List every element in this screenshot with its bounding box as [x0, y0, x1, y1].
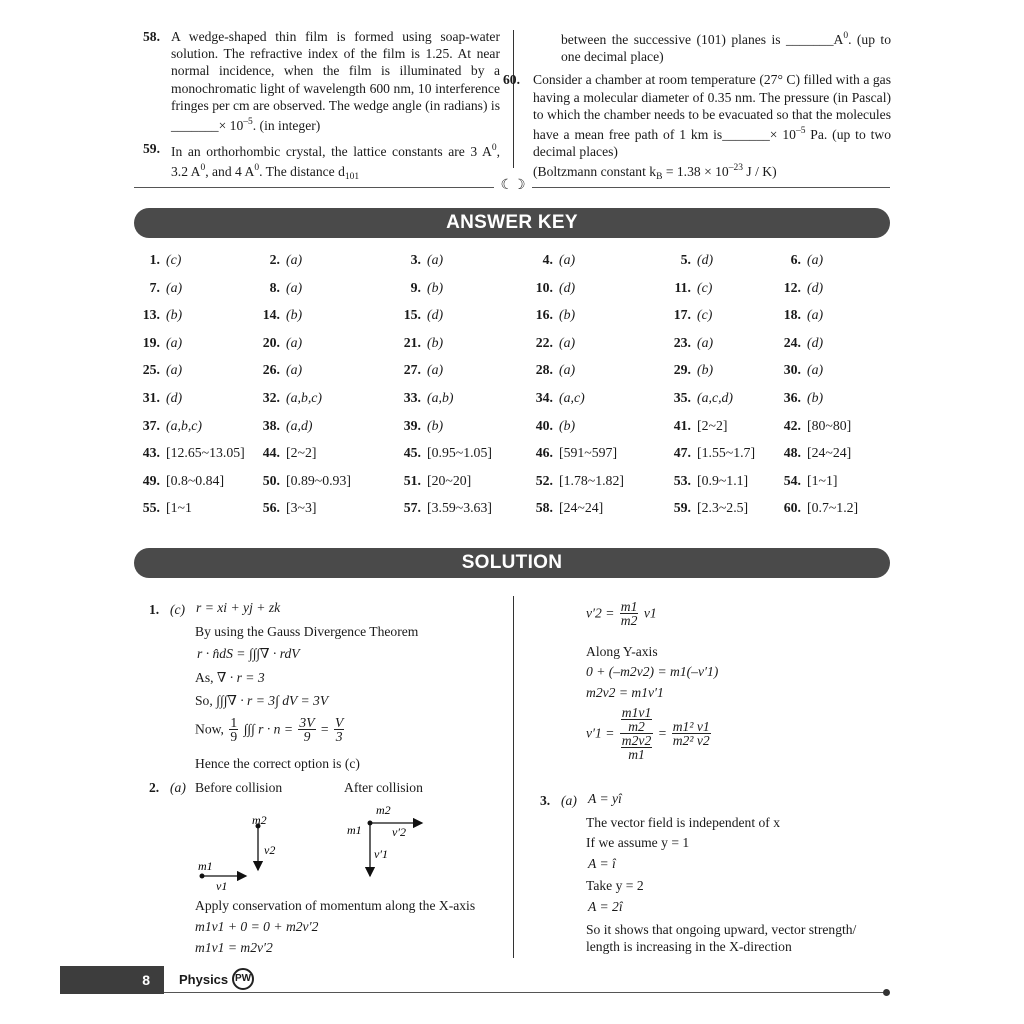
question-number: 3. [410, 252, 421, 267]
question-59 [143, 140, 500, 186]
question-number: 60. [783, 500, 801, 516]
question-number: 31. [142, 390, 160, 405]
fraction [298, 716, 315, 743]
fraction [621, 734, 652, 761]
question-number: 36. [783, 390, 801, 405]
footer-subject: Physics [179, 972, 229, 987]
explanation-line [195, 693, 328, 709]
explanation-line: If we assume y = 1 [586, 835, 690, 850]
answer-key-entry [258, 362, 302, 378]
fraction [334, 716, 344, 743]
question-number: 46. [535, 445, 553, 461]
numerator: m1v1 [621, 705, 652, 720]
denominator [620, 734, 653, 761]
answer-value: (a) [559, 252, 576, 267]
answer-key-entry [531, 252, 575, 268]
question-number: 2. [269, 252, 280, 267]
answer-key-entry [138, 280, 182, 296]
answer-key-entry [779, 390, 823, 406]
solution-option: (a) [561, 793, 577, 808]
answer-key-entry [669, 445, 755, 461]
answer-key-entry [399, 280, 443, 296]
question-number: 19. [142, 334, 160, 350]
answer-value: [3~3] [286, 500, 317, 516]
constant-note: (Boltzmann constant k [533, 164, 657, 180]
answer-key-entry [779, 473, 837, 489]
answer-key-entry [531, 280, 575, 296]
answer-value: (b) [427, 279, 444, 295]
answer-value: [0.95~1.05] [427, 445, 492, 461]
answer-value: (a,d) [286, 417, 313, 433]
equation: v′2 = [586, 605, 615, 621]
numerator: 1 [230, 715, 238, 730]
answer-key-entry [399, 335, 443, 351]
answer-value: [0.9~1.1] [697, 472, 749, 488]
answer-value: (a) [807, 362, 824, 378]
equals-sign: = [320, 721, 329, 737]
answer-value: (c) [697, 307, 713, 323]
answer-key-entry [258, 307, 302, 323]
answer-key-entry [399, 252, 443, 268]
denominator: 3 [335, 729, 343, 744]
answer-key-entry [531, 307, 575, 323]
explanation-line: Along Y-axis [586, 644, 658, 659]
answer-key-entry [779, 445, 851, 461]
answer-key-entry [669, 390, 733, 406]
answer-key-entry [779, 335, 823, 351]
answer-key-entry [531, 390, 585, 406]
answer-value: (b) [166, 307, 183, 323]
question-number: 60. [503, 72, 520, 88]
numerator: m1² v1 [672, 719, 710, 734]
answer-key-entry [779, 280, 823, 296]
fraction [229, 716, 238, 743]
question-text: Consider a chamber at room temperature (27° C) filled with a gas having a molecular diameter of 0.35 nm. The pressure (in Pascal) to which the chamber needs to be evacuated so that the molecules have a mean free path of 1 km is_______× 10 [533, 72, 891, 143]
page-number: 8 [142, 972, 150, 988]
answer-value: (a,c,d) [697, 390, 734, 405]
mass-point [368, 821, 373, 826]
question-number: 59. [143, 141, 160, 157]
question-number: 49. [142, 472, 160, 488]
superscript: 0 [200, 163, 206, 174]
answer-key-entry [669, 473, 748, 489]
mass-point [200, 874, 205, 879]
answer-key-entry [531, 418, 575, 434]
question-text: . (up to one decimal place) [561, 32, 891, 65]
questions-right-column [503, 28, 892, 193]
superscript: 0 [254, 163, 260, 174]
answer-value: (a,b,c) [286, 390, 323, 405]
equation: v′1 = [586, 725, 615, 741]
answer-value: [0.8~0.84] [166, 472, 225, 488]
solution-option: (c) [170, 602, 186, 617]
answer-key-entry [779, 362, 823, 378]
question-number: 18. [783, 307, 801, 323]
question-number: 59. [673, 500, 691, 516]
equals-sign: = [658, 725, 667, 741]
label-v2: v2 [264, 843, 276, 857]
question-number: 13. [142, 307, 160, 323]
equation: A = 2î [588, 899, 623, 914]
solution-option: (a) [170, 780, 186, 795]
question-text: , and 4 A [205, 164, 255, 180]
superscript: 0 [843, 31, 849, 41]
subscript: B [656, 172, 663, 183]
collision-diagram [190, 800, 450, 896]
answer-key-entry [669, 362, 713, 378]
equation: m1v1 + 0 = 0 + m2v′2 [195, 919, 319, 934]
answer-value: (a) [166, 279, 183, 295]
constant-note: = 1.38 × 10 [662, 164, 729, 180]
answer-key-entry [258, 390, 322, 406]
answer-value: [2~2] [697, 417, 728, 433]
answer-value: [1.78~1.82] [559, 472, 624, 488]
answer-key-entry [399, 418, 443, 434]
explanation-line: By using the Gauss Divergence Theorem [195, 624, 419, 639]
solution-number: 3. [540, 793, 551, 808]
pw-logo-icon: PW [232, 968, 254, 990]
answer-key-entry [138, 473, 224, 489]
label-m2-after: m2 [376, 803, 391, 817]
question-number: 9. [410, 279, 421, 295]
equation: ∫∫∫ r · n = [243, 721, 293, 737]
answer-value: (a) [697, 334, 714, 350]
answer-value: (b) [807, 390, 824, 405]
equation: ∇ · r = 3 [216, 670, 265, 685]
label: So, [195, 693, 217, 708]
question-number: 58. [535, 500, 553, 516]
answer-value: (d) [559, 279, 576, 295]
subscript: 101 [344, 172, 360, 183]
equation: ∫∫∫∇ · r = 3∫ dV = 3V [216, 693, 329, 708]
answer-key-entry [531, 362, 575, 378]
compound-fraction [620, 706, 653, 761]
question-number: 21. [403, 334, 421, 350]
answer-value: (b) [286, 307, 303, 323]
equation: r · n̂dS = ∫∫∫∇ · rdV [197, 646, 300, 661]
question-number: 11. [674, 279, 691, 295]
answer-key-banner: ANSWER KEY [134, 208, 890, 238]
answer-value: [1.55~1.7] [697, 445, 756, 461]
answer-key-entry [399, 362, 443, 378]
question-number: 33. [403, 390, 421, 405]
question-text: In an orthorhombic crystal, the lattice constants are 3 A [171, 144, 492, 160]
answer-key-entry [779, 418, 851, 434]
answer-key-entry [399, 445, 492, 461]
numerator: 3V [299, 715, 315, 730]
answer-key-entry [399, 473, 471, 489]
question-number: 55. [142, 500, 160, 516]
answer-value: (d) [697, 252, 714, 267]
equation: A = yî [588, 791, 622, 806]
answer-value: (a) [559, 362, 576, 378]
exponent: –23 [728, 163, 743, 174]
label-m2: m2 [252, 813, 267, 827]
answer-value: (c) [166, 252, 182, 267]
label-m1: m1 [198, 859, 213, 873]
question-number: 4. [542, 252, 553, 267]
answer-value: (d) [166, 390, 183, 405]
answer-key-entry [399, 390, 453, 406]
explanation-line: Apply conservation of momentum along the X-axis [195, 898, 476, 913]
label: As, [195, 670, 217, 685]
numerator: m1 [620, 599, 638, 614]
question-number: 27. [403, 362, 421, 378]
equation-row [586, 600, 657, 627]
answer-value: (c) [697, 279, 713, 295]
conclusion-line: Hence the correct option is (c) [195, 756, 360, 771]
numerator [620, 706, 653, 734]
before-collision-label: Before collision [195, 780, 283, 795]
ornament-rule-left [134, 187, 494, 188]
solution-banner: SOLUTION [134, 548, 890, 578]
denominator: m2 [628, 719, 645, 734]
question-text: . The distance d [259, 164, 345, 180]
question-number: 5. [680, 252, 691, 267]
answer-key-entry [779, 307, 823, 323]
question-tail: Pa. (up to two decimal places) [533, 127, 892, 160]
question-number: 56. [262, 500, 280, 516]
denominator: m2 [620, 613, 638, 628]
answer-value: [2.3~2.5] [697, 500, 749, 516]
after-collision-label: After collision [344, 780, 423, 795]
answer-key-entry [138, 335, 182, 351]
answer-value: (b) [559, 307, 576, 323]
question-58 [143, 28, 500, 134]
solution-number: 2. [149, 780, 160, 795]
answer-key-entry [138, 307, 182, 323]
answer-key-entry [258, 500, 316, 516]
footer-rule [164, 992, 886, 993]
answer-value: [3.59~3.63] [427, 500, 492, 516]
question-number: 26. [262, 362, 280, 378]
question-59-continued [533, 28, 891, 65]
question-number: 20. [262, 334, 280, 350]
answer-key-entry [258, 473, 351, 489]
question-number: 42. [783, 417, 801, 433]
answer-value: [24~24] [807, 445, 852, 461]
answer-key-entry [138, 500, 192, 516]
equation: m1v1 = m2v′2 [195, 940, 273, 955]
fraction [672, 720, 711, 747]
questions-left-column [143, 28, 500, 193]
question-number: 16. [535, 307, 553, 323]
answer-value: (d) [427, 307, 444, 323]
numerator: V [335, 715, 344, 730]
equation: A = î [588, 856, 616, 871]
answer-key-entry [399, 307, 443, 323]
question-number: 29. [673, 362, 691, 378]
answer-key-entry [669, 252, 713, 268]
equation-row [586, 706, 713, 761]
question-number: 48. [783, 445, 801, 461]
explanation-line: length is increasing in the X-direction [586, 939, 792, 954]
answer-key-entry [669, 307, 712, 323]
question-number: 28. [535, 362, 553, 378]
question-number: 22. [535, 334, 553, 350]
fraction [620, 600, 639, 627]
answer-key-entry [258, 335, 302, 351]
question-number: 6. [790, 252, 801, 267]
equation: m2v2 = m1v′1 [586, 685, 664, 700]
explanation-line [195, 670, 265, 686]
question-number: 30. [783, 362, 801, 378]
answer-value: (b) [559, 417, 576, 433]
answer-value: (a) [286, 252, 303, 267]
question-number: 35. [673, 390, 691, 405]
label: Now, [195, 721, 228, 737]
answer-key-entry [258, 418, 312, 434]
answer-key-entry [779, 500, 858, 516]
denominator: m2² v2 [672, 733, 710, 748]
answer-value: [24~24] [559, 500, 604, 516]
answer-key-entry [531, 473, 624, 489]
answer-value: (a) [286, 279, 303, 295]
answer-value: [20~20] [427, 472, 472, 488]
question-number: 39. [403, 417, 421, 433]
label-v2-prime: v′2 [392, 825, 406, 839]
superscript: 0 [491, 143, 497, 154]
answer-key-entry [531, 500, 603, 516]
question-number: 25. [142, 362, 160, 378]
question-60 [503, 71, 891, 186]
question-number: 7. [149, 279, 160, 295]
equation: 0 + (–m2v2) = m1(–v′1) [586, 664, 719, 679]
question-number: 50. [262, 472, 280, 488]
answer-key-entry [258, 280, 302, 296]
answer-key-entry [138, 418, 202, 434]
answer-value: (a) [286, 362, 303, 378]
answer-key-entry [531, 335, 575, 351]
answer-value: [0.7~1.2] [807, 500, 859, 516]
numerator: m2v2 [621, 733, 652, 748]
question-number: 10. [535, 279, 553, 295]
answer-key-entry [669, 418, 727, 434]
exponent: –5 [243, 117, 253, 128]
exponent: –5 [795, 126, 806, 137]
question-text: A wedge-shaped thin film is formed using soap-water solution. The refractive index of the film is 1.25. At near normal incidence, when the film is illuminated by a monochromatic light of wavelength 600 nm, 10 interference fringes per cm are observed. The wedge angle (in radians) is _______× 10 [171, 29, 500, 134]
ornament-icon: ☾☽ [500, 178, 526, 193]
ornament-rule-right [532, 187, 890, 188]
answer-key-entry [399, 500, 492, 516]
label-m1-after: m1 [347, 823, 362, 837]
answer-key-entry [669, 280, 712, 296]
answer-value: (b) [427, 417, 444, 433]
explanation-line: So it shows that ongoing upward, vector strength/ [586, 922, 857, 937]
equation: r = xi + yj + zk [196, 600, 281, 615]
question-number: 23. [673, 334, 691, 350]
equation: v1 [643, 605, 657, 621]
question-number: 24. [783, 334, 801, 350]
answer-value: (a,b,c) [166, 417, 203, 433]
footer-dot [883, 989, 890, 996]
answer-value: [0.89~0.93] [286, 472, 351, 488]
column-divider [513, 596, 514, 958]
question-number: 1. [149, 252, 160, 267]
question-number: 34. [535, 390, 553, 405]
answer-value: [80~80] [807, 417, 852, 433]
answer-value: (a) [427, 252, 444, 267]
answer-key-entry [531, 445, 617, 461]
answer-key-entry [779, 252, 823, 268]
label-v1: v1 [216, 879, 228, 893]
question-number: 15. [403, 307, 421, 323]
equation-row [195, 716, 346, 743]
question-number: 37. [142, 417, 160, 433]
denominator: 9 [303, 729, 311, 744]
question-number: 54. [783, 472, 801, 488]
question-number: 41. [673, 417, 691, 433]
question-number: 8. [269, 279, 280, 295]
question-number: 52. [535, 472, 553, 488]
solution-number: 1. [149, 602, 160, 617]
question-number: 12. [783, 279, 801, 295]
question-number: 57. [403, 500, 421, 516]
constant-note: J / K) [742, 164, 777, 180]
answer-value: (a) [166, 334, 183, 350]
answer-key-entry [138, 362, 182, 378]
answer-value: (a) [286, 334, 303, 350]
answer-value: (d) [807, 334, 824, 350]
question-number: 32. [262, 390, 280, 405]
answer-key-entry [138, 445, 245, 461]
question-number: 17. [673, 307, 691, 323]
answer-value: [2~2] [286, 445, 317, 461]
answer-value: (a) [427, 362, 444, 378]
question-number: 14. [262, 307, 280, 323]
fraction [621, 706, 652, 733]
answer-key-entry [669, 500, 748, 516]
answer-value: (a) [807, 252, 824, 267]
denominator: m1 [628, 747, 645, 762]
question-tail: . (in integer) [252, 118, 321, 134]
question-text: between the successive (101) planes is _______A [561, 32, 844, 47]
answer-key-entry [258, 445, 316, 461]
answer-value: (a) [559, 334, 576, 350]
answer-key-entry [669, 335, 713, 351]
answer-value: [12.65~13.05] [166, 445, 245, 461]
denominator: 9 [230, 729, 238, 744]
answer-key-entry [138, 390, 182, 406]
answer-key-entry [258, 252, 302, 268]
question-number: 43. [142, 445, 160, 461]
answer-key-entry [138, 252, 181, 268]
question-number: 40. [535, 417, 553, 433]
answer-value: [1~1 [166, 500, 192, 516]
label-v1-prime: v′1 [374, 847, 388, 861]
question-number: 44. [262, 445, 280, 461]
question-number: 58. [143, 29, 160, 44]
question-number: 53. [673, 472, 691, 488]
answer-value: (d) [807, 279, 824, 295]
answer-value: (a) [807, 307, 824, 323]
answer-value: (b) [697, 362, 714, 378]
answer-value: [591~597] [559, 445, 618, 461]
question-number: 47. [673, 445, 691, 461]
explanation-line: The vector field is independent of x [586, 815, 781, 830]
answer-value: (b) [427, 334, 444, 350]
question-number: 38. [262, 417, 280, 433]
answer-value: (a,b) [427, 390, 454, 405]
question-text: , 3.2 A [171, 144, 500, 180]
question-number: 51. [403, 472, 421, 488]
answer-value: (a) [166, 362, 183, 378]
explanation-line: Take y = 2 [586, 878, 644, 893]
question-number: 45. [403, 445, 421, 461]
answer-value: [1~1] [807, 472, 838, 488]
answer-value: (a,c) [559, 390, 585, 405]
